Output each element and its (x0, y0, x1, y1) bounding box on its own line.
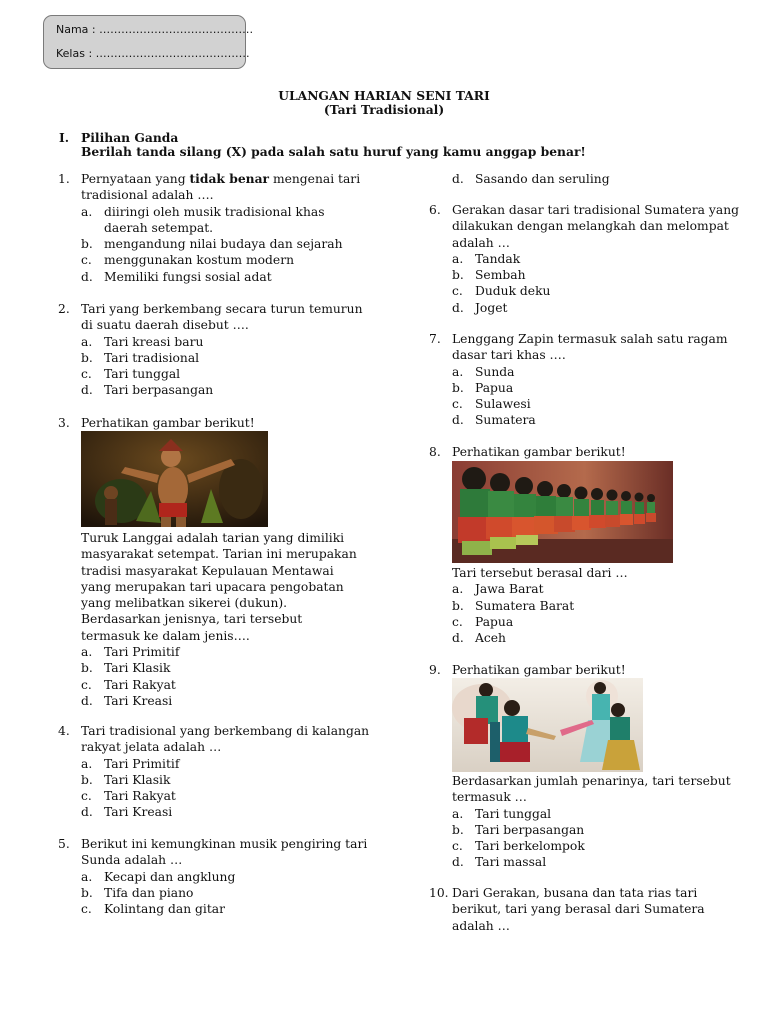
question-number: 4. (58, 724, 70, 738)
question-5 (58, 836, 370, 917)
question-number: 10. (429, 886, 449, 900)
page-subtitle: (Tari Tradisional) (323, 102, 445, 117)
question-9 (429, 662, 739, 678)
question-text: Tari tradisional yang berkembang di kalangan rakyat jelata adalah … (81, 724, 370, 755)
option-b[interactable]: b. Sumatera Barat (452, 598, 575, 613)
question-10 (429, 885, 739, 934)
question-9-body (452, 773, 739, 871)
option-b[interactable]: b. Tari Klasik (81, 661, 171, 676)
option-d[interactable]: d. Tari berpasangan (81, 383, 214, 398)
question-text: Perhatikan gambar berikut! (452, 445, 626, 459)
emphasis-text: tidak benar (189, 171, 270, 186)
option-a[interactable]: a. Tari Primitif (81, 756, 180, 771)
option-c[interactable]: c. Kolintang dan gitar (81, 902, 226, 917)
couple-dance-photo (452, 678, 643, 772)
option-d[interactable]: d. Tari Kreasi (81, 805, 173, 820)
student-identity-box (43, 15, 254, 69)
kelas-field[interactable]: Kelas : …………………………………… (56, 47, 250, 60)
option-a[interactable]: a. Tari kreasi baru (81, 334, 204, 349)
question-number: 8. (429, 445, 441, 459)
question-caption: Tari tersebut berasal dari … (452, 566, 628, 580)
question-text: Berikut ini kemungkinan musik pengiring tari Sunda adalah … (81, 837, 368, 868)
nama-field[interactable]: Nama : …………………………………… (56, 23, 254, 36)
question-number: 1. (58, 172, 70, 186)
option-b[interactable]: b. Tifa dan piano (81, 885, 194, 900)
question-number: 2. (58, 302, 70, 316)
option-d[interactable]: d. Aceh (452, 631, 506, 646)
option-a[interactable]: a. Jawa Barat (452, 582, 544, 597)
option-b[interactable]: b. Sembah (452, 268, 526, 283)
option-d[interactable]: d. Tari Kreasi (81, 693, 173, 708)
saman-group-dance-photo (452, 461, 673, 563)
option-b[interactable]: b. Tari tradisional (81, 350, 200, 365)
option-d[interactable]: d. Memiliki fungsi sosial adat (81, 269, 272, 284)
question-text: Perhatikan gambar berikut! (452, 663, 626, 677)
option-a[interactable]: a. Tari tunggal (452, 806, 552, 821)
question-number: 9. (429, 663, 441, 677)
option-c[interactable]: c. Tari tunggal (81, 367, 181, 382)
question-8-body (452, 565, 739, 646)
question-7 (429, 331, 739, 429)
option-d[interactable]: d. Sumatera (452, 413, 536, 428)
question-1 (58, 171, 370, 285)
option-c[interactable]: c. Duduk deku (452, 284, 551, 299)
question-text: Dari Gerakan, busana dan tata rias tari berikut, tari yang berasal dari Sumatera adalah … (452, 886, 705, 933)
option-b[interactable]: b. Tari berpasangan (452, 822, 585, 837)
question-text: Lenggang Zapin termasuk salah satu ragam dasar tari khas …. (452, 332, 728, 363)
option-a[interactable]: a. Tari Primitif (81, 645, 180, 660)
option-b[interactable]: b. Tari Klasik (81, 772, 171, 787)
question-text: Tari yang berkembang secara turun temurun di suatu daerah disebut …. (81, 302, 363, 333)
question-4 (58, 723, 370, 821)
question-3-body (81, 530, 361, 709)
section-number: I. (59, 130, 70, 145)
question-3 (58, 415, 370, 431)
option-a[interactable]: a. Sunda (452, 364, 515, 379)
section-instruction: Berilah tanda silang (X) pada salah satu huruf yang kamu anggap benar! (81, 144, 586, 159)
turuk-langgai-dance-photo (81, 431, 268, 527)
question-text: Gerakan dasar tari tradisional Sumatera yang dilakukan dengan melangkah dan melompat adalah … (452, 203, 739, 250)
page-title: ULANGAN HARIAN SENI TARI (278, 88, 490, 103)
option-d[interactable]: d. Joget (452, 300, 508, 315)
option-a[interactable]: a. Kecapi dan angklung (81, 869, 236, 884)
option-c[interactable]: c. Sulawesi (452, 397, 531, 412)
question-caption: Turuk Langgai adalah tarian yang dimiliki masyarakat setempat. Tarian ini merupakan tradisi masyarakat Kepulauan Mentawai yang merupakan tari upacara pengobatan yang melibatkan sikerei (dukun). Berdasarkan jenisnya, tari tersebut termasuk ke dalam jenis…. (81, 531, 357, 643)
question-number: 6. (429, 203, 441, 217)
option-c[interactable]: c. Tari Rakyat (81, 677, 176, 692)
question-text: Perhatikan gambar berikut! (81, 416, 255, 430)
option-c[interactable]: c. menggunakan kostum modern (81, 253, 294, 268)
question-6 (429, 202, 739, 316)
question-number: 7. (429, 332, 441, 346)
question-caption: Berdasarkan jumlah penarinya, tari tersebut termasuk … (452, 774, 731, 805)
option-a[interactable]: a. diiringi oleh musik tradisional khas daerah setempat. (81, 204, 325, 235)
question-5-continued (429, 171, 739, 187)
section-heading: Pilihan Ganda (81, 130, 179, 145)
option-c[interactable]: c. Tari berkelompok (452, 839, 585, 854)
option-a[interactable]: a. Tandak (452, 251, 521, 266)
option-c[interactable]: c. Papua (452, 614, 514, 629)
question-text: Pernyataan yang tidak benar mengenai tari tradisional adalah …. (81, 171, 361, 203)
option-b[interactable]: b. mengandung nilai budaya dan sejarah (81, 237, 343, 252)
option-c[interactable]: c. Tari Rakyat (81, 789, 176, 804)
question-2 (58, 301, 370, 399)
question-number: 3. (58, 416, 70, 430)
option-d[interactable]: d. Sasando dan seruling (452, 172, 610, 186)
option-b[interactable]: b. Papua (452, 380, 514, 395)
question-8 (429, 444, 739, 460)
option-d[interactable]: d. Tari massal (452, 855, 547, 870)
question-number: 5. (58, 837, 70, 851)
